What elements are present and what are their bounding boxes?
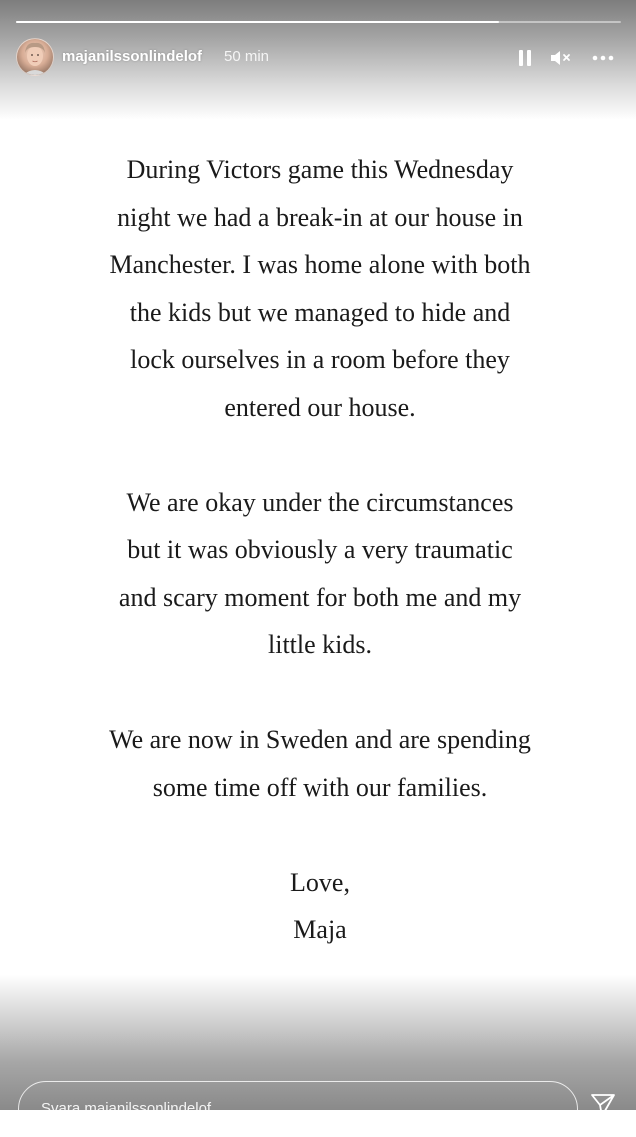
message-line: some time off with our families. bbox=[152, 772, 488, 802]
reply-input[interactable] bbox=[18, 1081, 578, 1137]
message-line: entered our house. bbox=[224, 392, 416, 422]
muted-speaker-icon[interactable] bbox=[549, 46, 573, 70]
signoff-line: Love, bbox=[290, 867, 350, 897]
message-line: little kids. bbox=[268, 630, 372, 659]
paragraph-gap bbox=[40, 669, 600, 717]
story-message bbox=[40, 146, 600, 954]
message-line: lock ourselves in a room before they bbox=[130, 345, 510, 374]
story-progress-bar bbox=[16, 21, 621, 23]
story-progress-fill bbox=[16, 21, 499, 23]
send-icon[interactable] bbox=[590, 1092, 616, 1118]
message-line: We are now in Sweden and are spending bbox=[109, 725, 531, 754]
message-line: and scary moment for both me and my bbox=[118, 582, 522, 612]
paragraph-gap bbox=[40, 811, 600, 859]
message-line: During Victors game this Wednesday bbox=[126, 155, 514, 184]
story-timestamp: 50 min bbox=[224, 48, 270, 65]
reply-placeholder: Svara majanilssonlindelof bbox=[41, 1100, 212, 1117]
story-username[interactable]: majanilssonlindelof bbox=[62, 48, 203, 65]
signoff-name: Maja bbox=[293, 915, 347, 944]
story-header bbox=[16, 38, 621, 78]
pause-icon[interactable] bbox=[513, 46, 537, 70]
avatar-portrait bbox=[17, 39, 53, 75]
avatar[interactable] bbox=[16, 38, 54, 76]
message-line: night we had a break-in at our house in bbox=[117, 202, 523, 232]
message-line: We are okay under the circumstances bbox=[126, 487, 514, 517]
message-line: Manchester. I was home alone with both bbox=[109, 250, 531, 279]
paragraph-gap bbox=[40, 431, 600, 479]
message-line: the kids but we managed to hide and bbox=[129, 297, 511, 327]
message-line: but it was obviously a very traumatic bbox=[127, 535, 513, 564]
more-options-icon[interactable] bbox=[589, 46, 617, 70]
